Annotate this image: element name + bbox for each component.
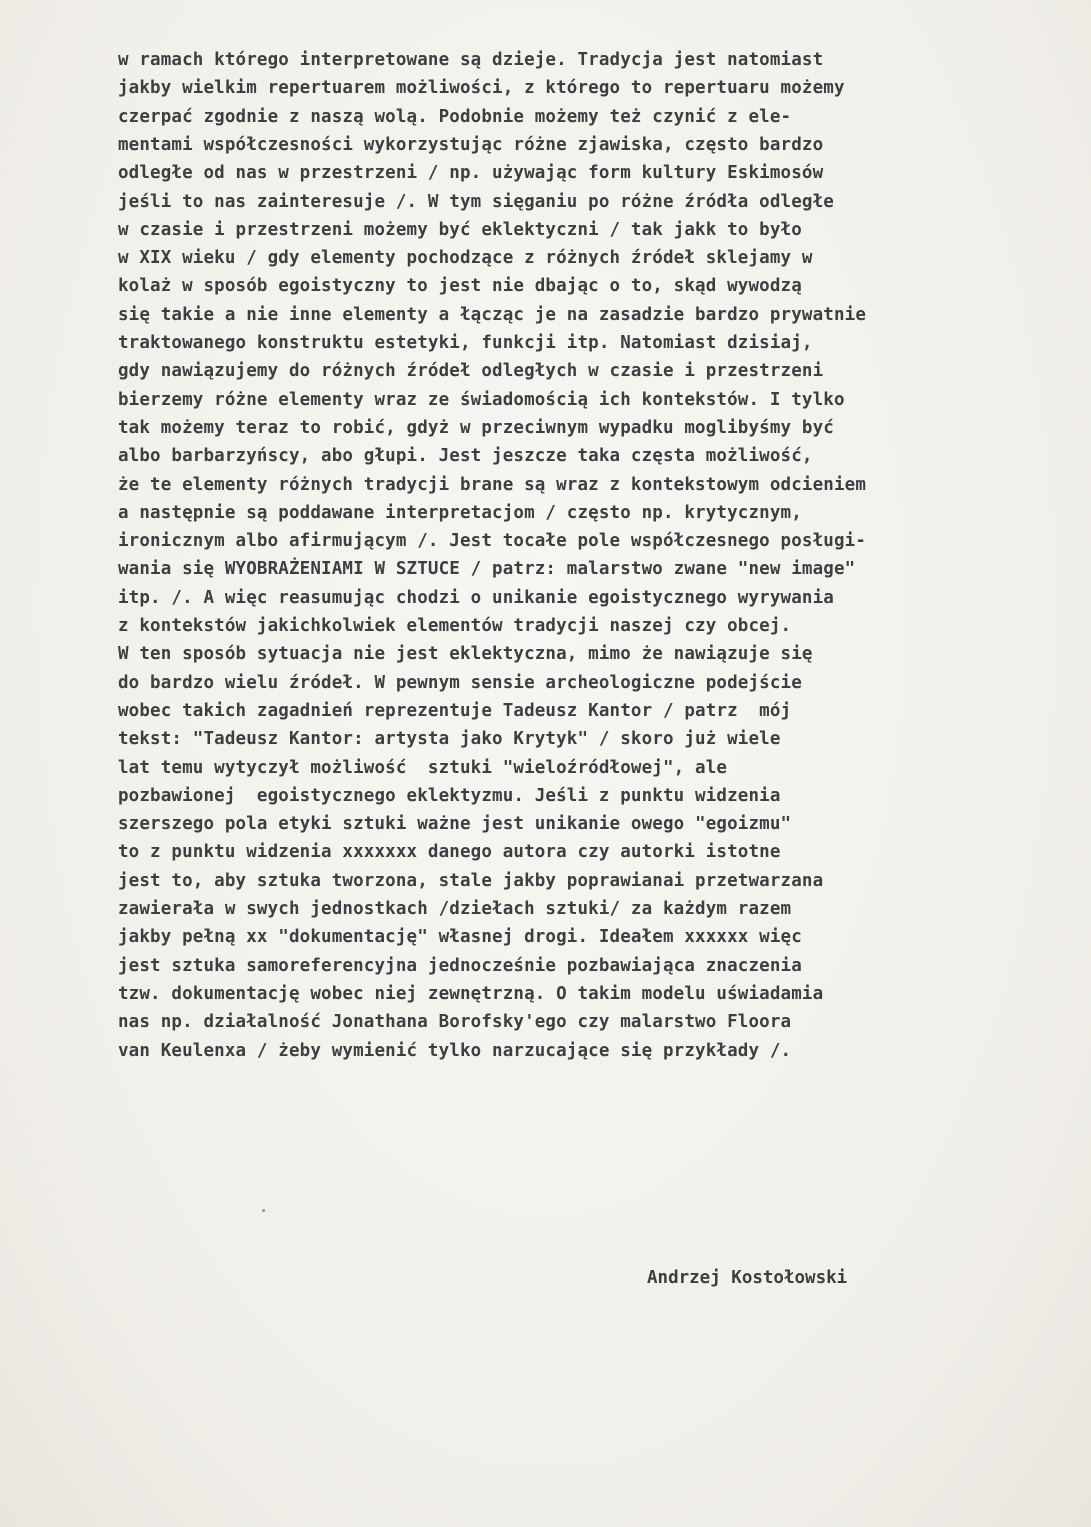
text-line: w czasie i przestrzeni możemy być eklektyczni / tak jakk to było <box>118 219 802 240</box>
text-line: itp. /. A więc reasumując chodzi o unikanie egoistycznego wyrywania <box>118 587 834 608</box>
text-line: lat temu wytyczył możliwość sztuki "wieloźródłowej", ale <box>118 757 728 778</box>
text-line: odległe od nas w przestrzeni / np. używając form kultury Eskimosów <box>118 163 824 184</box>
text-line: to z punktu widzenia xxxxxxx danego autora czy autorki istotne <box>118 842 781 863</box>
text-line: jeśli to nas zainteresuje /. W tym sięganiu po różne źródła odległe <box>118 191 834 212</box>
text-line: W ten sposób sytuacja nie jest eklektyczna, mimo że nawiązuje się <box>118 644 813 665</box>
text-line: pozbawionej egoistycznego eklektyzmu. Jeśli z punktu widzenia <box>118 785 781 806</box>
text-line: zawierała w swych jednostkach /dziełach sztuki/ za każdym razem <box>118 899 792 919</box>
text-line: się takie a nie inne elementy a łącząc je na zasadzie bardzo prywatnie <box>118 304 867 325</box>
text-line: z kontekstów jakichkolwiek elementów tradycji naszej czy obcej. <box>118 616 792 636</box>
text-line: wobec takich zagadnień reprezentuje Tadeusz Kantor / patrz mój <box>118 700 792 721</box>
ink-speck <box>262 1209 265 1212</box>
author-signature: Andrzej Kostołowski <box>647 1268 848 1288</box>
text-line: bierzemy różne elementy wraz ze świadomością ich kontekstów. I tylko <box>118 389 845 410</box>
text-line: tzw. dokumentację wobec niej zewnętrzną. O takim modelu uświadamia <box>118 983 824 1004</box>
text-line: tekst: "Tadeusz Kantor: artysta jako Krytyk" / skoro już wiele <box>118 729 781 750</box>
text-line: czerpać zgodnie z naszą wolą. Podobnie możemy też czynić z ele- <box>118 106 792 127</box>
text-line: jest to, aby sztuka tworzona, stale jakby poprawianai przetwarzana <box>118 870 824 891</box>
text-line: ironicznym albo afirmującym /. Jest tocałe pole współczesnego posługi- <box>118 531 867 552</box>
text-line: nas np. działalność Jonathana Borofsky'ego czy malarstwo Floora <box>118 1012 792 1033</box>
text-line: jakby pełną xx "dokumentację" własnej drogi. Ideałem xxxxxx więc <box>118 927 802 948</box>
text-line: w ramach którego interpretowane są dzieje. Tradycja jest natomiast <box>118 50 824 70</box>
text-line: mentami współczesności wykorzystując różne zjawiska, często bardzo <box>118 134 824 155</box>
text-line: van Keulenxa / żeby wymienić tylko narzucające się przykłady /. <box>118 1040 792 1061</box>
text-line: że te elementy różnych tradycji brane są wraz z kontekstowym odcieniem <box>118 474 867 495</box>
text-line: jakby wielkim repertuarem możliwości, z którego to repertuaru możemy <box>118 78 845 99</box>
text-line: jest sztuka samoreferencyjna jednocześnie pozbawiająca znaczenia <box>118 955 802 976</box>
text-line: gdy nawiązujemy do różnych źródeł odległych w czasie i przestrzeni <box>118 361 824 382</box>
text-line: kolaż w sposób egoistyczny to jest nie dbając o to, skąd wywodzą <box>118 276 802 297</box>
text-line: a następnie są poddawane interpretacjom / często np. krytycznym, <box>118 502 802 523</box>
text-line: w XIX wieku / gdy elementy pochodzące z różnych źródeł sklejamy w <box>118 248 813 269</box>
text-line: tak możemy teraz to robić, gdyż w przeciwnym wypadku moglibyśmy być <box>118 417 834 438</box>
text-line: traktowanego konstruktu estetyki, funkcji itp. Natomiast dzisiaj, <box>118 333 813 353</box>
text-line: albo barbarzyńscy, abo głupi. Jest jeszcze taka częsta możliwość, <box>118 446 813 467</box>
text-line: szerszego pola etyki sztuki ważne jest unikanie owego "egoizmu" <box>118 814 792 835</box>
text-line: do bardzo wielu źródeł. W pewnym sensie archeologiczne podejście <box>118 672 802 693</box>
text-line: wania się WYOBRAŻENIAMI W SZTUCE / patrz: malarstwo zwane "new image" <box>118 559 856 580</box>
